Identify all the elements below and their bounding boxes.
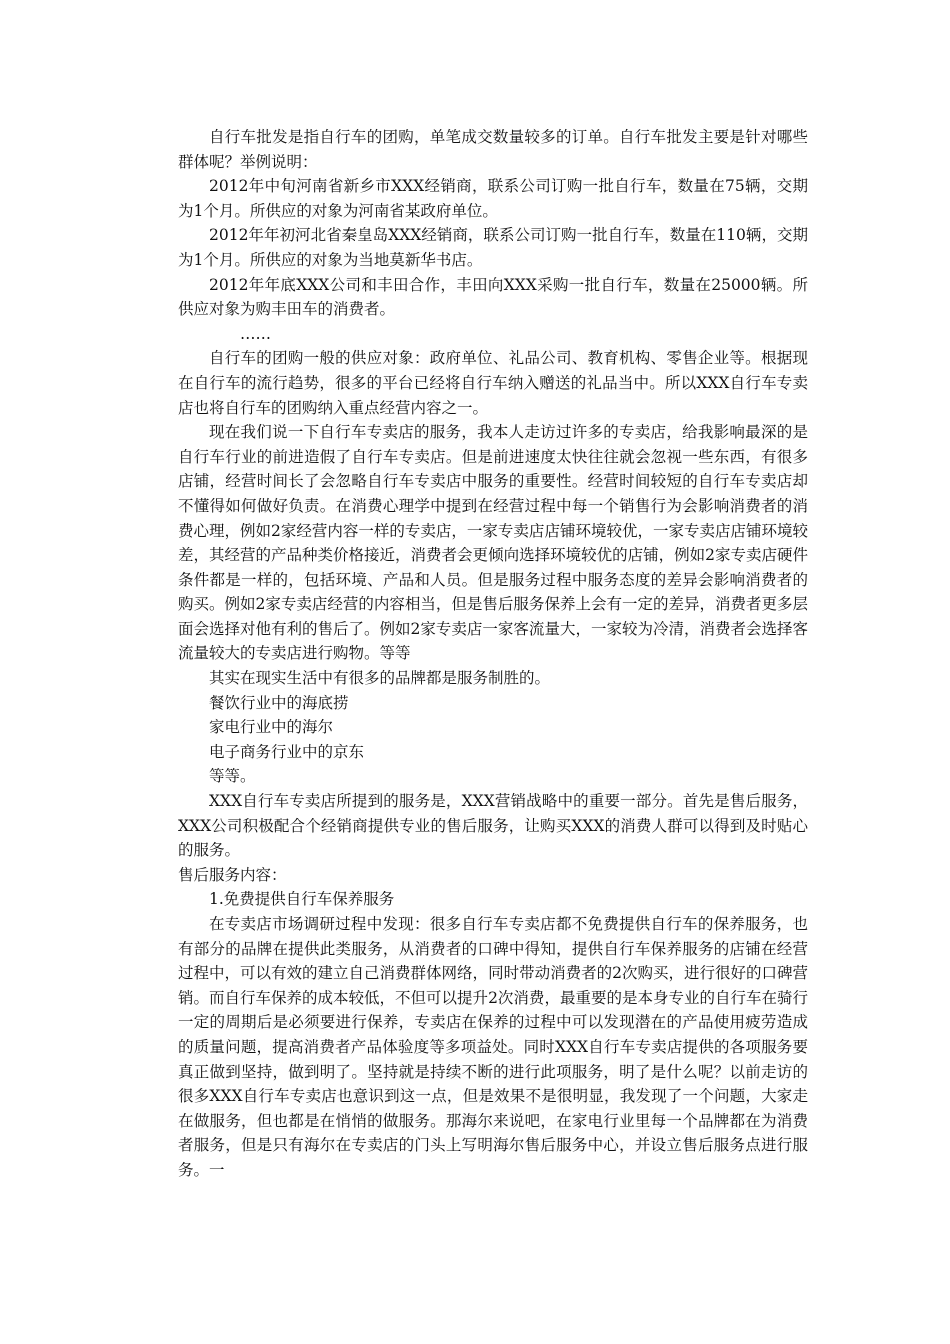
paragraph-brand-jd: 电子商务行业中的京东: [209, 742, 365, 761]
paragraph-group-buying: 自行车的团购一般的供应对象：政府单位、礼品公司、教育机构、零售企业等。根据现在自行车的流行趋势，很多的平台已经将自行车纳入赠送的礼品当中。所以XXX自行车专卖店也将自行车的团购纳入重点经营内容之一。: [178, 349, 808, 417]
section-heading-after-sales: 售后服务内容：: [178, 865, 287, 884]
paragraph-example-2: 2012年年初河北省秦皇岛XXX经销商，联系公司订购一批自行车，数量在110辆，交期为1个月。所供应的对象为当地莫新华书店。: [178, 226, 808, 269]
paragraph-example-3: 2012年年底XXX公司和丰田合作，丰田向XXX采购一批自行车，数量在25000辆。所供应对象为购丰田车的消费者。: [178, 275, 808, 319]
paragraph-brand-haier: 家电行业中的海尔: [209, 718, 334, 737]
paragraph-store-service: 现在我们说一下自行车专卖店的服务，我本人走访过许多的专卖店，给我影响最深的是自行车行业的前进造假了自行车专卖店。但是前进速度太快往往就会忽视一些东西，有很多店铺，经营时间长了会忽略自行车专卖店中服务的重要性。经营时间较短的自行车专卖店却不懂得如何做好负责。在消费心理学中提到在经营过程中每一个销售行为会影响消费者的消费心理，例如2家经营内容一样的专卖店，一家专卖店店铺环境较优，一家专卖店店铺环境较差，其经营的产品种类价格接近，消费者会更倾向选择环境较优的店铺，例如2家专卖店硬件条件都是一样的，包括环境、产品和人员。但是服务过程中服务态度的差异会影响消费者的购买。例如2家专卖店经营的内容相当，但是售后服务保养上会有一定的差异，消费者更多层面会选择对他有利的售后了。例如2家专卖店一家客流量大，一家较为冷清，消费者会选择客流量较大的专卖店进行购物。等等: [178, 423, 808, 663]
paragraph-market-research: 在专卖店市场调研过程中发现：很多自行车专卖店都不免费提供自行车的保养服务，也有部分的品牌在提供此类服务，从消费者的口碑中得知，提供自行车保养服务的店铺在经营过程中，可以有效的建立自己消费群体网络，同时带动消费者的2次购买，进行很好的口碑营销。而自行车保养的成本较低，不但可以提升2次消费，最重要的是本身专业的自行车在骑行一定的周期后是必须要进行保养，专卖店在保养的过程中可以发现潜在的产品使用疲劳造成的质量问题，提高消费者产品体验度等多项益处。同时XXX自行车专卖店提供的各项服务要真正做到坚持，做到明了。坚持就是持续不断的进行此项服务，明了是什么呢？以前走访的很多XXX自行车专卖店也意识到这一点，但是效果不是很明显，我发现了一个问题，大家走在做服务，但也都是在悄悄的做服务。那海尔来说吧，在家电行业里每一个品牌都在为消费者服务，但是只有海尔在专卖店的门头上写明海尔售后服务中心，并设立售后服务点进行服务。一: [178, 915, 808, 1179]
paragraph-etc: 等等。: [209, 767, 256, 786]
document-page: [178, 125, 808, 1183]
paragraph-example-1: 2012年中旬河南省新乡市XXX经销商，联系公司订购一批自行车，数量在75辆，交期为1个月。所供应的对象为河南省某政府单位。: [178, 177, 808, 220]
list-item-free-maintenance: 1.免费提供自行车保养服务: [209, 890, 395, 909]
paragraph-brand-haidilao: 餐饮行业中的海底捞: [209, 693, 349, 712]
paragraph-ellipsis: ……: [240, 324, 271, 343]
paragraph-xxx-service: XXX自行车专卖店所提到的服务是，XXX营销战略中的重要一部分。首先是售后服务，XXX公司积极配合个经销商提供专业的售后服务，让购买XXX的消费人群可以得到及时贴心的服务。: [178, 792, 808, 860]
paragraph-service-brands: 其实在现实生活中有很多的品牌都是服务制胜的。: [209, 669, 551, 688]
paragraph-intro: 自行车批发是指自行车的团购，单笔成交数量较多的订单。自行车批发主要是针对哪些群体呢？举例说明：: [178, 128, 808, 171]
